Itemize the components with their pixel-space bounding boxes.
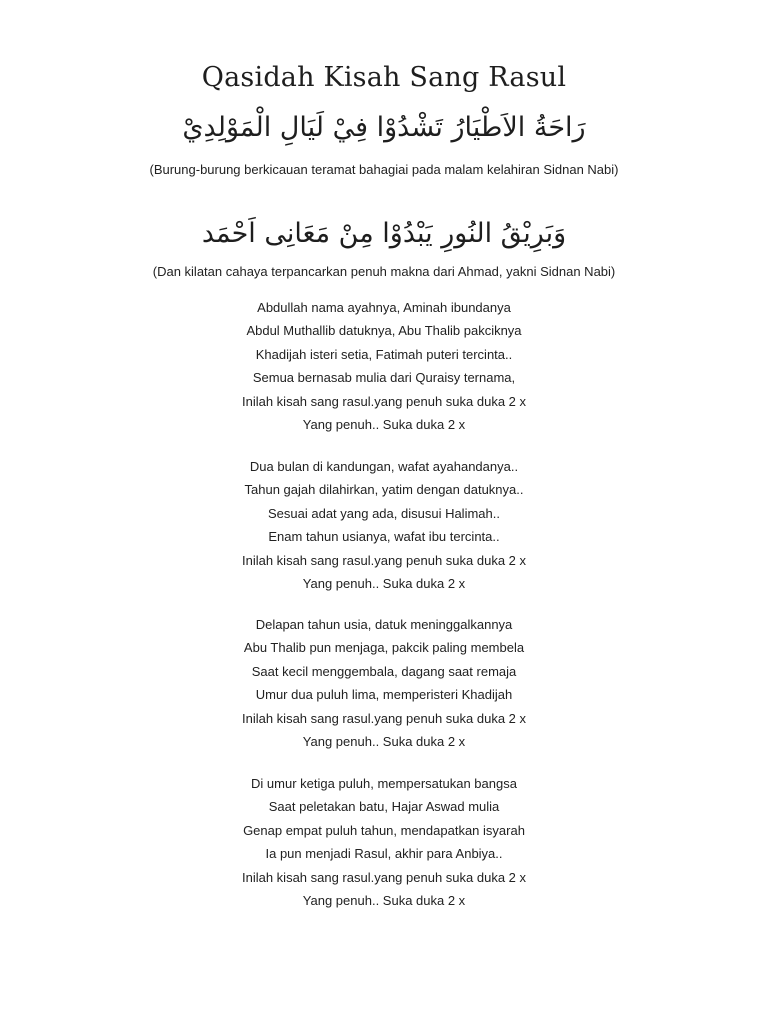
stanza-3	[0, 613, 768, 753]
stanza-line: Inilah kisah sang rasul.yang penuh suka duka 2 x	[241, 869, 527, 885]
stanza-line: Abu Thalib pun menjaga, pakcik paling membela	[243, 640, 525, 656]
arabic-verse-1: رَاحَةُ الاَطْيَارُ تَشْدُوْا فِيْ لَيَالِ الْمَوْلِدِيْ	[182, 112, 586, 143]
stanza-line: Saat peletakan batu, Hajar Aswad mulia	[268, 799, 500, 815]
stanza-line: Di umur ketiga puluh, mempersatukan bangsa	[251, 776, 517, 791]
stanza-line: Abdul Muthallib datuknya, Abu Thalib pakciknya	[246, 323, 522, 339]
stanza-line: Khadijah isteri setia, Fatimah puteri tercinta..	[255, 346, 513, 362]
stanza-line: Dua bulan di kandungan, wafat ayahandanya..	[249, 459, 519, 474]
stanza-line: Saat kecil menggembala, dagang saat remaja	[251, 663, 517, 679]
stanza-line: Sesuai adat yang ada, disusui Halimah..	[268, 505, 500, 521]
stanza-line: Abdullah nama ayahnya, Aminah ibundanya	[257, 300, 511, 315]
stanza-line: Inilah kisah sang rasul.yang penuh suka duka 2 x	[241, 710, 527, 726]
page-title: Qasidah Kisah Sang Rasul	[201, 62, 567, 93]
stanza-line: Inilah kisah sang rasul.yang penuh suka duka 2 x	[241, 393, 527, 409]
stanza-line: Delapan tahun usia, datuk meninggalkannya	[255, 617, 513, 632]
stanza-line: Yang penuh.. Suka duka 2 x	[302, 416, 466, 432]
stanza-4	[0, 772, 768, 912]
stanza-1	[0, 296, 768, 436]
stanza-line: Inilah kisah sang rasul.yang penuh suka duka 2 x	[241, 552, 527, 568]
stanza-line: Tahun gajah dilahirkan, yatim dengan datuknya..	[244, 482, 524, 498]
stanza-2	[0, 455, 768, 595]
stanza-line: Yang penuh.. Suka duka 2 x	[302, 892, 466, 908]
stanza-line: Yang penuh.. Suka duka 2 x	[302, 575, 466, 591]
stanza-line: Yang penuh.. Suka duka 2 x	[302, 733, 466, 749]
translation-verse-2: (Dan kilatan cahaya terpancarkan penuh makna dari Ahmad, yakni Sidnan Nabi)	[152, 264, 616, 279]
stanza-line: Ia pun menjadi Rasul, akhir para Anbiya..	[265, 846, 503, 862]
arabic-verse-2: وَبَرِيْقُ النُورِ يَبْدُوْا مِنْ مَعَانِى اَحْمَد	[201, 218, 567, 249]
translation-verse-1: (Burung-burung berkicauan teramat bahagiai pada malam kelahiran Sidnan Nabi)	[149, 162, 619, 177]
stanza-line: Genap empat puluh tahun, mendapatkan isyarah	[243, 822, 525, 838]
stanza-line: Enam tahun usianya, wafat ibu tercinta..	[268, 529, 500, 545]
stanza-line: Umur dua puluh lima, memperisteri Khadijah	[255, 687, 513, 703]
stanza-line: Semua bernasab mulia dari Quraisy ternama,	[252, 370, 516, 386]
